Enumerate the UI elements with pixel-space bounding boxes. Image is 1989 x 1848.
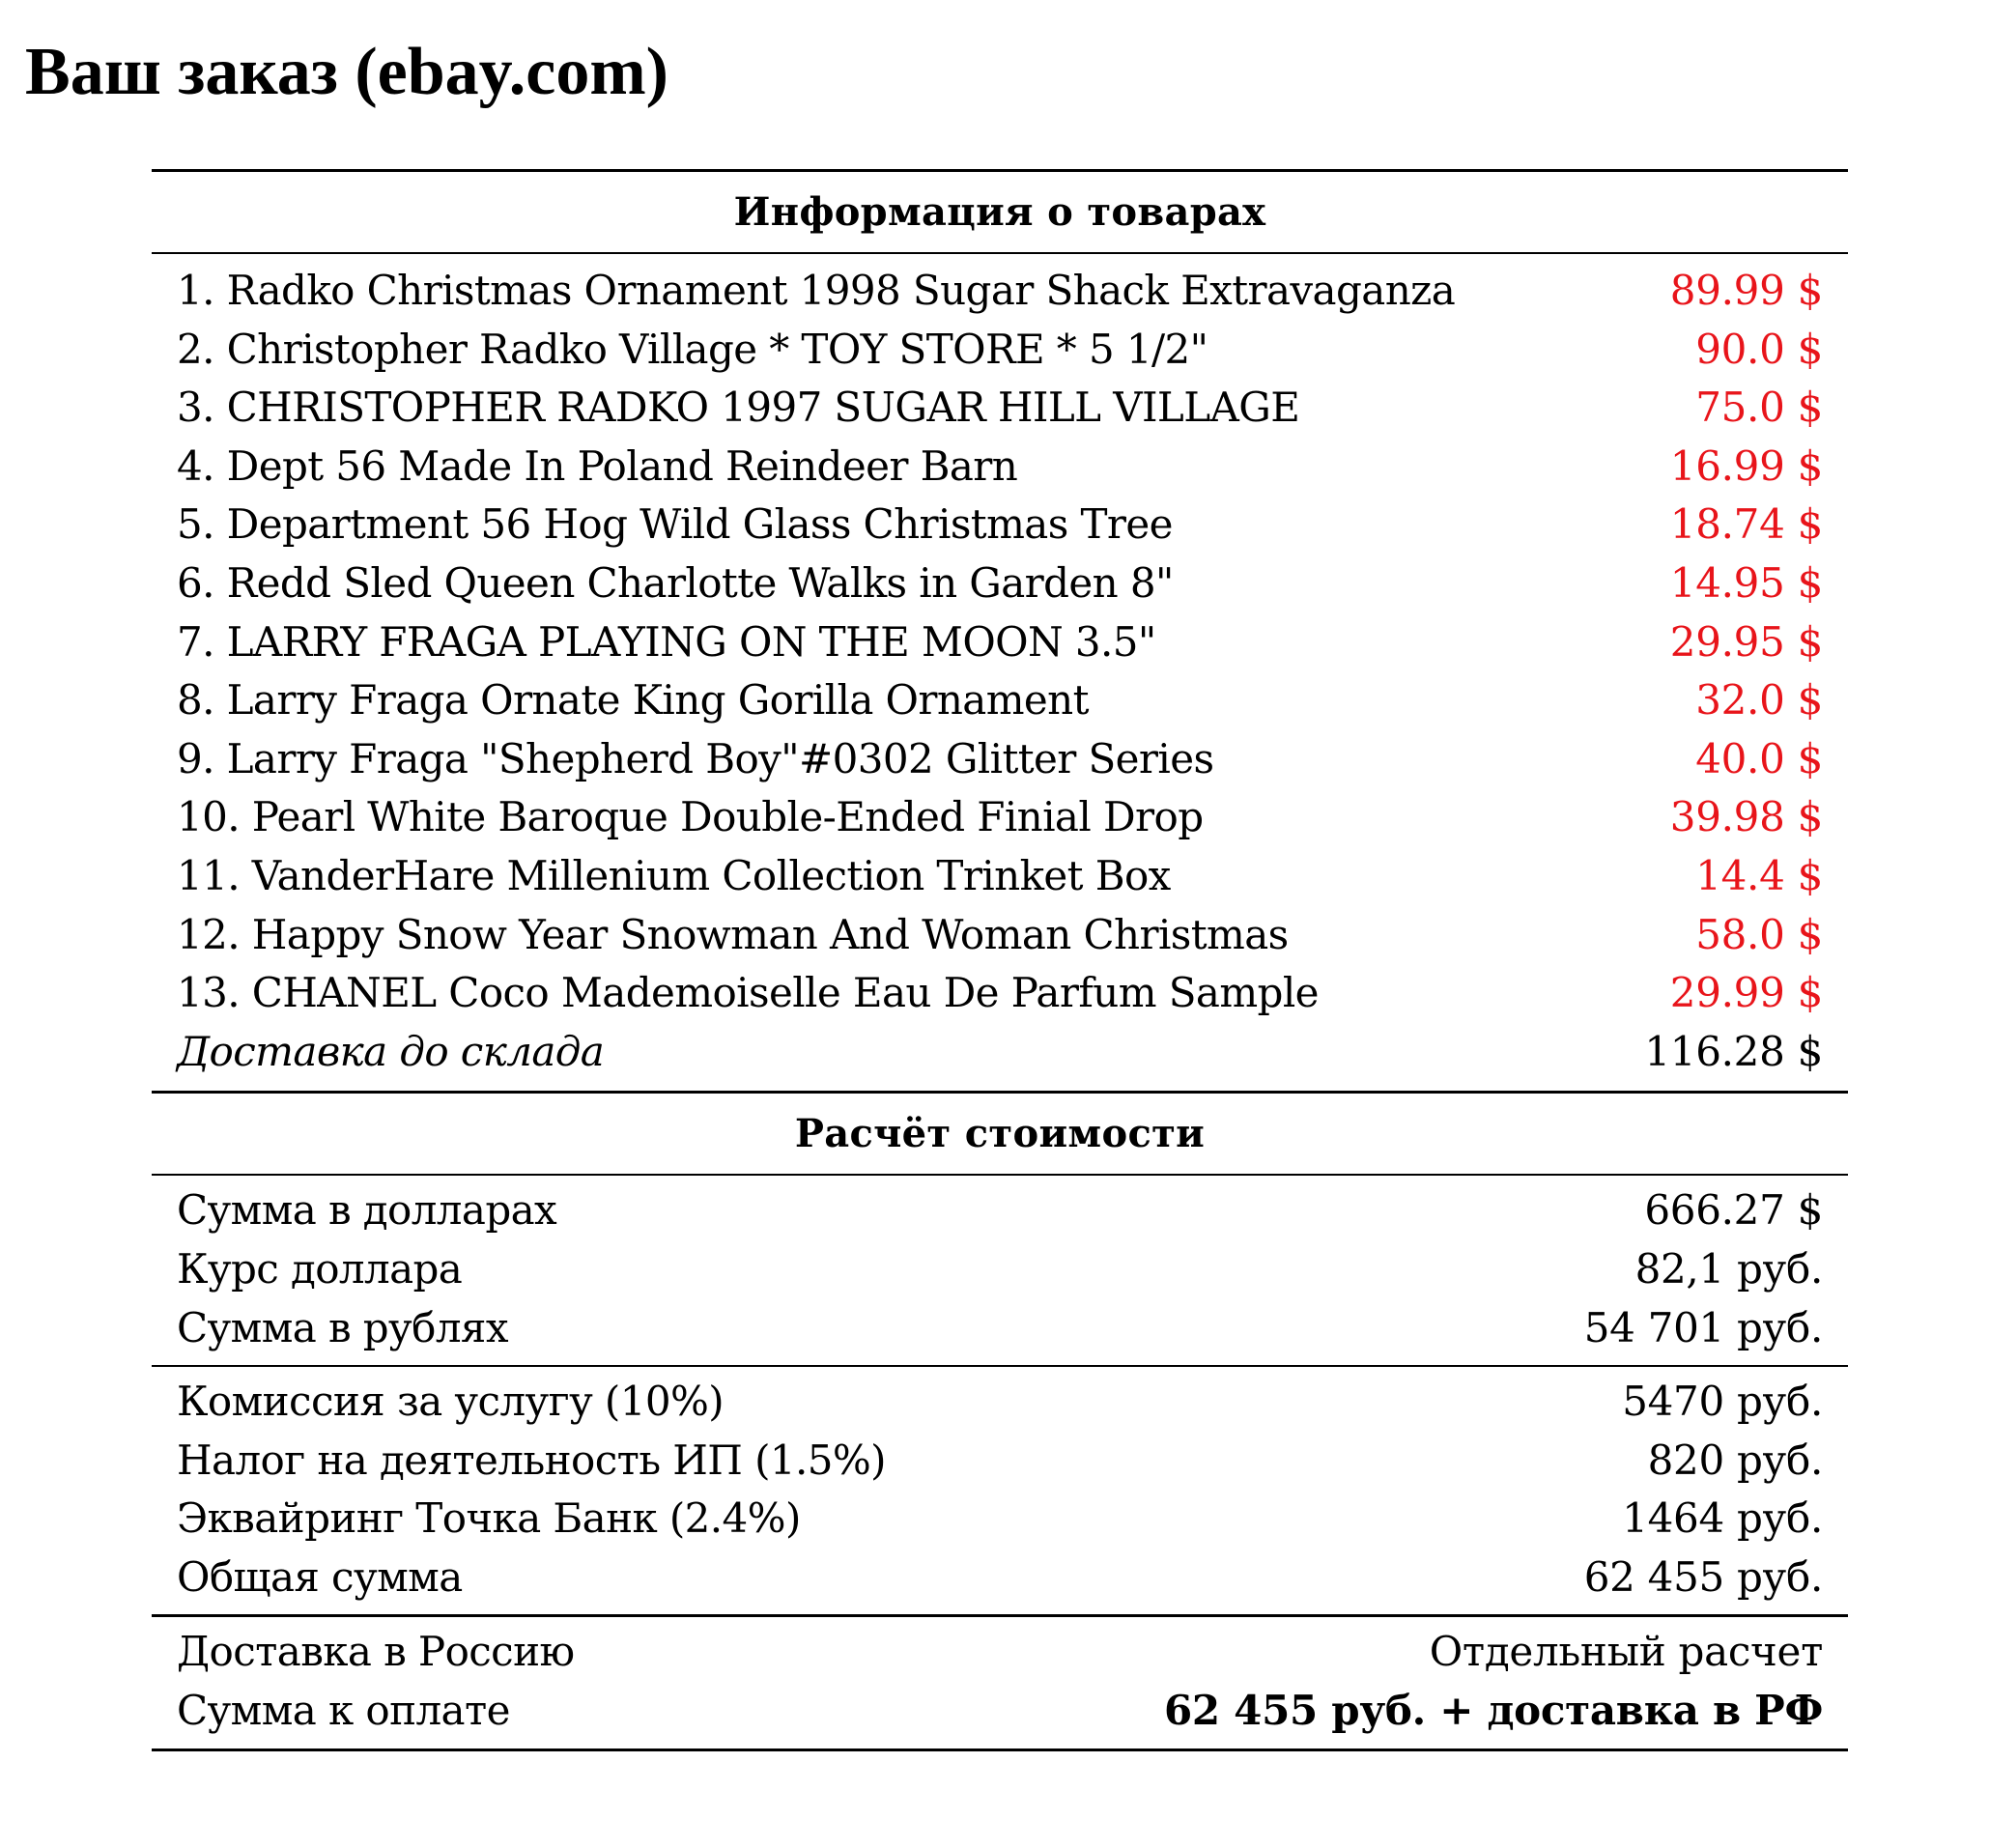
calc-section-header: Расчёт стоимости [794, 1111, 1206, 1157]
russia-shipping-row [152, 1623, 1848, 1682]
calc-row [152, 1490, 1848, 1549]
calc-label: Комиссия за услугу (10%) [177, 1378, 725, 1426]
warehouse-shipping-label: Доставка до склада [177, 1027, 605, 1075]
warehouse-shipping-value: 116.28 $ [1644, 1027, 1823, 1075]
order-table [152, 169, 1848, 1751]
table-bottom-rule [152, 1748, 1848, 1751]
goods-item-name: 9. Larry Fraga "Shepherd Boy"#0302 Glitter Series [177, 734, 1214, 782]
goods-item-row [152, 379, 1848, 438]
goods-item-price: 14.4 $ [1695, 851, 1823, 899]
calc-value: 666.27 $ [1644, 1186, 1823, 1235]
goods-item-price: 90.0 $ [1695, 325, 1823, 373]
goods-item-price: 16.99 $ [1669, 441, 1823, 490]
calc-row [152, 1373, 1848, 1432]
goods-item-row [152, 496, 1848, 554]
calc-group-currency [152, 1176, 1848, 1365]
calc-value: 820 руб. [1647, 1436, 1823, 1484]
goods-item-price: 75.0 $ [1695, 384, 1823, 432]
calc-value: 1464 руб. [1622, 1494, 1823, 1543]
goods-item-name: 13. CHANEL Coco Mademoiselle Eau De Parfum Sample [177, 969, 1319, 1017]
goods-item-name: 6. Redd Sled Queen Charlotte Walks in Garden 8" [177, 558, 1174, 607]
calc-row [152, 1181, 1848, 1240]
goods-item-row [152, 906, 1848, 965]
goods-item-price: 29.95 $ [1669, 617, 1823, 666]
goods-item-row [152, 613, 1848, 672]
goods-item-price: 29.99 $ [1669, 969, 1823, 1017]
goods-item-name: 8. Larry Fraga Ornate King Gorilla Ornament [177, 676, 1089, 725]
goods-item-price: 39.98 $ [1669, 793, 1823, 841]
goods-item-price: 40.0 $ [1695, 734, 1823, 782]
amount-due-row [152, 1682, 1848, 1741]
goods-item-price: 58.0 $ [1695, 910, 1823, 958]
goods-item-row [152, 964, 1848, 1023]
amount-due-label: Сумма к оплате [177, 1687, 510, 1735]
calc-label: Сумма в долларах [177, 1186, 557, 1235]
goods-item-row [152, 671, 1848, 730]
calc-value: 82,1 руб. [1634, 1244, 1823, 1293]
russia-shipping-label: Доставка в Россию [177, 1628, 575, 1676]
goods-item-name: 10. Pearl White Baroque Double-Ended Finial Drop [177, 793, 1204, 841]
goods-item-row [152, 554, 1848, 613]
goods-item-name: 2. Christopher Radko Village * TOY STORE * 5 1/2" [177, 325, 1208, 373]
goods-item-row [152, 262, 1848, 321]
calc-group-payment [152, 1617, 1848, 1748]
calc-label: Курс доллара [177, 1244, 463, 1293]
russia-shipping-value: Отдельный расчет [1429, 1628, 1823, 1676]
calc-value: 5470 руб. [1622, 1378, 1823, 1426]
calc-label: Сумма в рублях [177, 1303, 508, 1351]
goods-item-row [152, 788, 1848, 847]
goods-item-name: 1. Radko Christmas Ornament 1998 Sugar Shack Extravaganza [177, 267, 1456, 314]
warehouse-shipping-row [152, 1023, 1848, 1082]
goods-item-name: 12. Happy Snow Year Snowman And Woman Christmas [177, 910, 1289, 958]
calc-row [152, 1240, 1848, 1299]
goods-item-name: 3. CHRISTOPHER RADKO 1997 SUGAR HILL VILLAGE [177, 384, 1300, 432]
calc-row [152, 1299, 1848, 1358]
goods-item-name: 5. Department 56 Hog Wild Glass Christmas Tree [177, 500, 1173, 549]
calc-label: Эквайринг Точка Банк (2.4%) [177, 1494, 801, 1543]
goods-item-price: 89.99 $ [1669, 267, 1823, 314]
calc-label: Общая сумма [177, 1552, 463, 1601]
calc-row [152, 1549, 1848, 1607]
goods-item-price: 32.0 $ [1695, 676, 1823, 725]
calc-group-fees [152, 1367, 1848, 1614]
goods-item-row [152, 438, 1848, 497]
calc-value: 62 455 руб. [1583, 1552, 1823, 1601]
goods-item-row [152, 321, 1848, 380]
goods-list [152, 254, 1848, 1091]
calc-value: 54 701 руб. [1583, 1303, 1823, 1351]
goods-item-price: 14.95 $ [1669, 558, 1823, 607]
goods-item-name: 4. Dept 56 Made In Poland Reindeer Barn [177, 441, 1018, 490]
calc-row [152, 1432, 1848, 1491]
goods-item-price: 18.74 $ [1669, 500, 1823, 549]
goods-item-name: 11. VanderHare Millenium Collection Trinket Box [177, 851, 1171, 899]
page-title: Ваш заказ (ebay.com) [25, 35, 668, 109]
goods-section-header: Информация о товарах [733, 189, 1266, 235]
goods-item-row [152, 730, 1848, 789]
amount-due-value: 62 455 руб. + доставка в РФ [1164, 1687, 1823, 1735]
goods-item-row [152, 847, 1848, 906]
goods-item-name: 7. LARRY FRAGA PLAYING ON THE MOON 3.5" [177, 617, 1156, 666]
calc-label: Налог на деятельность ИП (1.5%) [177, 1436, 886, 1484]
